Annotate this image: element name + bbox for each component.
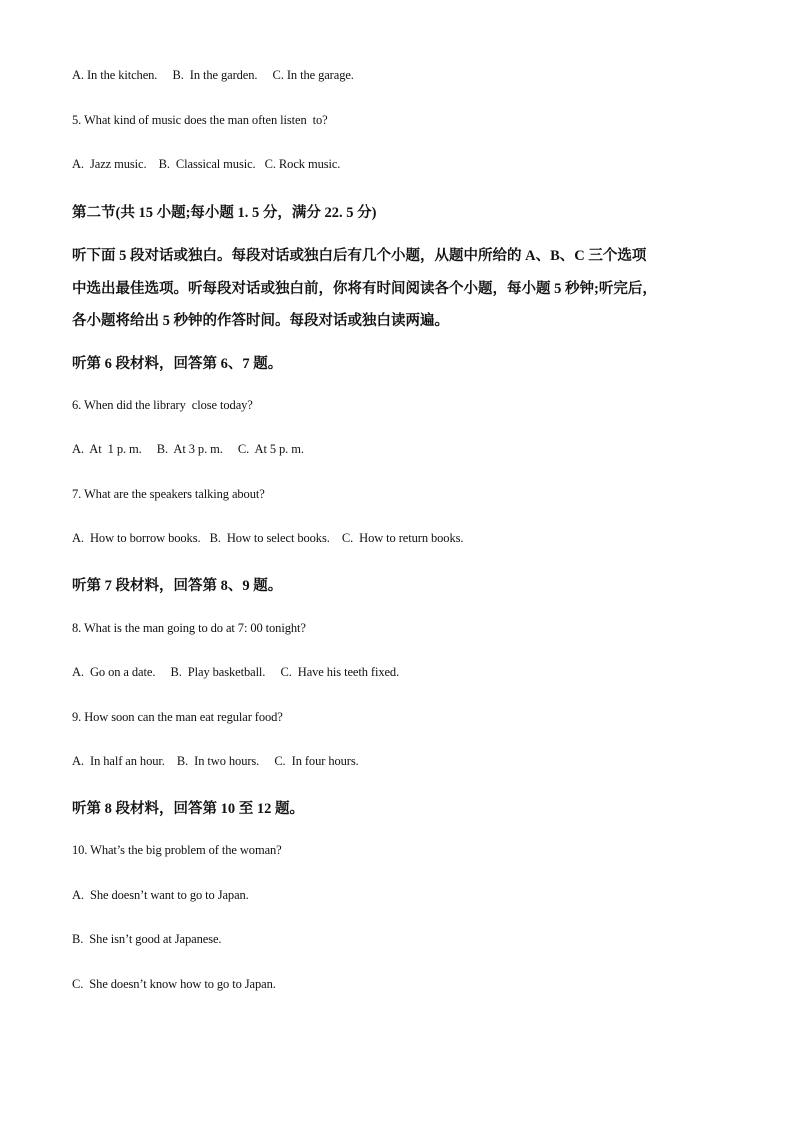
q7-options: A. How to borrow books. B. How to select books. C. How to return books.	[72, 531, 464, 545]
q5-options: A. Jazz music. B. Classical music. C. Rock music.	[72, 157, 341, 171]
q8-options: A. Go on a date. B. Play basketball. C. Have his teeth fixed.	[72, 665, 400, 679]
q6-options: A. At 1 p. m. B. At 3 p. m. C. At 5 p. m.	[72, 442, 304, 456]
question-9: 9. How soon can the man eat regular food?	[72, 710, 283, 724]
instructions-line-3: 各小题将给出 5 秒钟的作答时间。每段对话或独白读两遍。	[72, 313, 449, 329]
q4-options: A. In the kitchen. B. In the garden. C. In the garage.	[72, 68, 354, 82]
section-heading: 第二节(共 15 小题;每小题 1. 5 分，满分 22. 5 分)	[72, 205, 377, 221]
q9-options: A. In half an hour. B. In two hours. C. In four hours.	[72, 754, 359, 768]
material-7-heading: 听第 7 段材料，回答第 8、9 题。	[72, 578, 283, 594]
material-6-heading: 听第 6 段材料，回答第 6、7 题。	[72, 356, 283, 372]
question-7: 7. What are the speakers talking about?	[72, 487, 265, 501]
question-8: 8. What is the man going to do at 7: 00 tonight?	[72, 621, 306, 635]
q10-option-b: B. She isn’t good at Japanese.	[72, 932, 222, 946]
question-5: 5. What kind of music does the man often listen to?	[72, 113, 328, 127]
material-8-heading: 听第 8 段材料，回答第 10 至 12 题。	[72, 801, 304, 817]
question-10: 10. What’s the big problem of the woman?	[72, 843, 282, 857]
instructions-line-1: 听下面 5 段对话或独白。每段对话或独白后有几个小题，从题中所给的 A、B、C 三个选项	[72, 248, 647, 264]
q10-option-a: A. She doesn’t want to go to Japan.	[72, 888, 249, 902]
q10-option-c: C. She doesn’t know how to go to Japan.	[72, 977, 276, 991]
instructions-line-2: 中选出最佳选项。听每段对话或独白前，你将有时间阅读各个小题，每小题 5 秒钟;听完后，	[72, 281, 657, 297]
question-6: 6. When did the library close today?	[72, 398, 253, 412]
